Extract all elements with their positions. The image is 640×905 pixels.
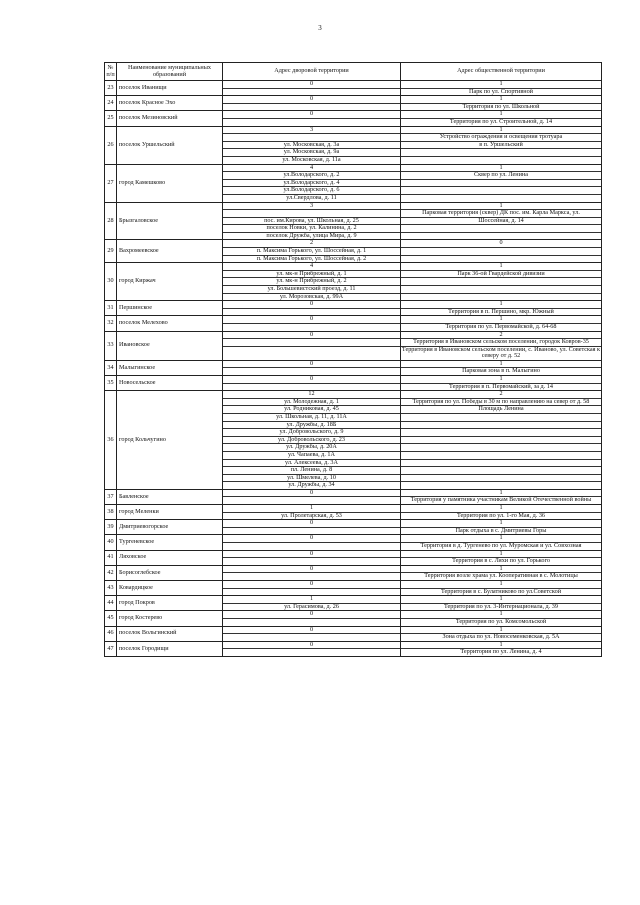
table-row xyxy=(105,565,602,580)
yard-address xyxy=(223,368,400,375)
row-number: 23 xyxy=(105,81,117,96)
header-num: № п/п xyxy=(105,63,117,81)
public-address xyxy=(401,180,601,188)
yard-address: пл. Ленина, д. 8 xyxy=(223,467,400,475)
public-address-cell xyxy=(401,331,602,360)
municipality-name: Ивановское xyxy=(117,331,223,360)
yard-address xyxy=(223,497,400,504)
public-address-cell xyxy=(401,360,602,375)
yard-address-cell xyxy=(223,240,401,263)
yard-address-cell xyxy=(223,626,401,641)
row-number: 41 xyxy=(105,550,117,565)
public-address-cell xyxy=(401,505,602,520)
public-count: 1 xyxy=(401,96,601,104)
yard-count: 0 xyxy=(223,376,400,384)
row-number: 26 xyxy=(105,126,117,164)
yard-address xyxy=(223,339,400,347)
municipality-name: город Костерево xyxy=(117,611,223,626)
public-count: 2 xyxy=(401,391,601,399)
public-address-cell xyxy=(401,126,602,164)
yard-address: ул. Добровольского, д. 9 xyxy=(223,429,400,437)
yard-count: 0 xyxy=(223,361,400,369)
public-address-cell xyxy=(401,96,602,111)
table-row xyxy=(105,81,602,96)
yard-count: 1 xyxy=(223,596,400,604)
yard-address xyxy=(223,134,400,142)
public-address xyxy=(401,187,601,195)
public-address: Территория по ул. Школьной xyxy=(462,103,540,110)
row-number: 28 xyxy=(105,202,117,240)
table-row xyxy=(105,626,602,641)
yard-count: 0 xyxy=(223,535,400,543)
yard-address xyxy=(223,119,400,126)
row-number: 39 xyxy=(105,520,117,535)
table-row xyxy=(105,331,602,360)
public-address xyxy=(401,429,601,437)
public-address-cell xyxy=(401,375,602,390)
row-number: 44 xyxy=(105,596,117,611)
yard-address: поселок Новки, ул. Калинина, д. 2 xyxy=(223,225,400,233)
row-number: 37 xyxy=(105,489,117,504)
yard-address xyxy=(223,309,400,316)
public-address-cell xyxy=(401,596,602,611)
municipality-name: Дмитриевогорское xyxy=(117,520,223,535)
public-count: 1 xyxy=(401,627,601,635)
row-number: 31 xyxy=(105,301,117,316)
public-address: Территория по ул. Первомайской, д. 64-68 xyxy=(445,324,557,330)
table-row xyxy=(105,316,602,331)
table-body xyxy=(105,81,602,657)
municipality-name: Першинское xyxy=(117,301,223,316)
yard-address: ул. Школьная, д. 11, д. 11А xyxy=(223,414,400,422)
row-number: 24 xyxy=(105,96,117,111)
public-count: 1 xyxy=(401,490,601,498)
table-row xyxy=(105,535,602,550)
row-number: 29 xyxy=(105,240,117,263)
yard-address: ул. Алексеева, д. 3А xyxy=(223,460,400,468)
row-number: 43 xyxy=(105,581,117,596)
public-address-cell xyxy=(401,611,602,626)
municipality-name: Новосельское xyxy=(117,375,223,390)
row-number: 30 xyxy=(105,263,117,301)
row-number: 25 xyxy=(105,111,117,126)
municipality-name: город Покров xyxy=(117,596,223,611)
municipality-name: Вахромеевское xyxy=(117,240,223,263)
yard-count: 4 xyxy=(223,263,400,271)
yard-address: ул. Пролетарская, д. 53 xyxy=(281,512,342,519)
public-address-cell xyxy=(401,550,602,565)
public-address-cell xyxy=(401,111,602,126)
yard-address xyxy=(223,104,400,111)
yard-address: поселок Дружба, улица Мира, д. 9 xyxy=(266,232,357,239)
municipality-name: город Камешково xyxy=(117,164,223,202)
yard-count: 3 xyxy=(223,203,400,211)
public-address-cell xyxy=(401,301,602,316)
table-row xyxy=(105,126,602,164)
public-count: 1 xyxy=(401,551,601,559)
table-row xyxy=(105,550,602,565)
row-number: 42 xyxy=(105,565,117,580)
public-address: Территория по ул. Строительной, д. 14 xyxy=(449,118,553,125)
public-count: 1 xyxy=(401,505,601,513)
yard-address-cell xyxy=(223,96,401,111)
municipality-name: поселок Вольгинский xyxy=(117,626,223,641)
municipality-name: Малыгинское xyxy=(117,360,223,375)
municipality-name: поселок Уршельский xyxy=(117,126,223,164)
municipality-name: город Кольчугино xyxy=(117,391,223,490)
table-row xyxy=(105,611,602,626)
table-row xyxy=(105,202,602,240)
public-address: Территория в п. Первомайский, за д. 14 xyxy=(449,383,553,390)
row-number: 33 xyxy=(105,331,117,360)
municipality-name: поселок Мезиновский xyxy=(117,111,223,126)
public-address: Территория в с. Булатниково по ул.Советской xyxy=(440,588,562,595)
public-address-cell xyxy=(401,520,602,535)
yard-count: 3 xyxy=(223,127,400,135)
yard-address xyxy=(223,89,400,96)
yard-address: п. Максима Горького, ул. Шоссейная, д. 2 xyxy=(256,255,367,262)
yard-address: ул. Большевистский проезд, д. 11 xyxy=(223,286,400,294)
public-address: в п. Уршельский xyxy=(401,142,601,150)
yard-address-cell xyxy=(223,565,401,580)
yard-address-cell xyxy=(223,331,401,360)
public-count: 1 xyxy=(401,127,601,135)
public-address: Территория у памятника участникам Великой Отечественной войны xyxy=(410,497,592,504)
row-number: 38 xyxy=(105,505,117,520)
public-address xyxy=(401,248,601,256)
public-address xyxy=(401,414,601,422)
row-number: 32 xyxy=(105,316,117,331)
yard-address: п. Максима Горького, ул. Шоссейная, д. 1 xyxy=(223,248,400,256)
public-address-cell xyxy=(401,202,602,240)
public-address xyxy=(401,444,601,452)
yard-count: 0 xyxy=(223,627,400,635)
public-count: 2 xyxy=(401,332,601,340)
yard-address-cell xyxy=(223,581,401,596)
yard-address xyxy=(223,573,400,580)
yard-address xyxy=(223,619,400,626)
yard-address: ул. Дружбы, д. 18Б xyxy=(223,422,400,430)
header-name: Наименование муниципальных образований xyxy=(117,63,223,81)
table-row xyxy=(105,301,602,316)
public-address xyxy=(401,467,601,475)
yard-address: ул. Московская, д. 9а xyxy=(223,149,400,157)
yard-address: ул. Добровольского, д. 23 xyxy=(223,437,400,445)
row-number: 27 xyxy=(105,164,117,202)
public-address xyxy=(401,225,601,233)
yard-count: 0 xyxy=(223,96,400,104)
row-number: 46 xyxy=(105,626,117,641)
yard-address: ул. Московская, д. 11а xyxy=(282,156,341,163)
yard-count: 0 xyxy=(223,581,400,589)
row-number: 34 xyxy=(105,360,117,375)
yard-address-cell xyxy=(223,641,401,656)
row-number: 45 xyxy=(105,611,117,626)
public-count: 1 xyxy=(401,376,601,384)
public-address: Территория в Ивановском сельском поселении, городок Ковров-35 xyxy=(401,339,601,347)
yard-address xyxy=(223,649,400,656)
yard-address-cell xyxy=(223,301,401,316)
table-row xyxy=(105,520,602,535)
public-address xyxy=(401,286,601,294)
yard-address: ул. мк-н Прибрежный, д. 2 xyxy=(223,278,400,286)
yard-address: ул. Дружбы, д. 20А xyxy=(223,444,400,452)
public-address: Территория по ул. Победы в 30 м по направлению на север от д. 58 xyxy=(401,399,601,407)
yard-address: ул.Володарского, д. 4 xyxy=(223,180,400,188)
public-address: Шоссейная, д. 14 xyxy=(401,218,601,226)
yard-address-cell xyxy=(223,550,401,565)
public-count: 1 xyxy=(401,596,601,604)
public-address xyxy=(401,195,601,202)
table-row xyxy=(105,489,602,504)
page-number: 3 xyxy=(318,24,322,32)
yard-count: 12 xyxy=(223,391,400,399)
yard-count: 4 xyxy=(223,165,400,173)
public-address-cell xyxy=(401,240,602,263)
yard-address: ул. Морозовская, д. 99А xyxy=(279,293,344,300)
public-count: 1 xyxy=(401,361,601,369)
municipality-name: поселок Городищи xyxy=(117,641,223,656)
public-address-cell xyxy=(401,316,602,331)
yard-count: 0 xyxy=(223,642,400,650)
header-yard: Адрес дворовой территории xyxy=(223,63,401,81)
public-address: Сквер по ул. Ленина xyxy=(401,172,601,180)
yard-address-cell xyxy=(223,505,401,520)
public-address xyxy=(401,422,601,430)
public-count: 1 xyxy=(401,520,601,528)
public-address: Территория в с. Ляхи по ул. Горького xyxy=(452,558,550,565)
yard-address: ул. Московская, д. 3а xyxy=(223,142,400,150)
row-number: 36 xyxy=(105,391,117,490)
yard-address xyxy=(223,210,400,218)
public-count: 1 xyxy=(401,535,601,543)
public-address: Парк отдыха в с. Дмитриевы Горы xyxy=(455,527,547,534)
yard-address-cell xyxy=(223,111,401,126)
public-address xyxy=(401,452,601,460)
table-row xyxy=(105,164,602,202)
municipality-name: поселок Иванищи xyxy=(117,81,223,96)
yard-address-cell xyxy=(223,81,401,96)
municipality-name: Ковардицкое xyxy=(117,581,223,596)
yard-address-cell xyxy=(223,164,401,202)
public-address: Территория по ул. 3-Интернационала, д. 39 xyxy=(444,603,558,610)
yard-address xyxy=(223,324,400,331)
table-header-row xyxy=(105,63,602,81)
yard-address: ул. Герасимова, д. 26 xyxy=(284,603,339,610)
public-count: 1 xyxy=(401,301,601,309)
public-address xyxy=(401,149,601,157)
table-row xyxy=(105,96,602,111)
yard-address: ул. Шмелева, д. 10 xyxy=(223,475,400,483)
yard-address-cell xyxy=(223,489,401,504)
yard-address-cell xyxy=(223,316,401,331)
yard-address-cell xyxy=(223,126,401,164)
yard-address-cell xyxy=(223,596,401,611)
yard-count: 0 xyxy=(223,611,400,619)
yard-address-cell xyxy=(223,611,401,626)
yard-address: ул. Чапаева, д. 1А xyxy=(223,452,400,460)
yard-address: ул. Дружбы, д. 34 xyxy=(288,482,335,489)
public-address xyxy=(401,294,601,301)
table-row xyxy=(105,240,602,263)
public-address-cell xyxy=(401,565,602,580)
table-row xyxy=(105,360,602,375)
table-row xyxy=(105,596,602,611)
yard-count: 0 xyxy=(223,316,400,324)
public-address: Территория по ул. Комсомольской xyxy=(455,618,547,625)
municipality-name: город Киржач xyxy=(117,263,223,301)
yard-address xyxy=(223,347,400,354)
public-address xyxy=(401,482,601,489)
public-address: Территория в Ивановском сельском поселении, с. Иваново, ул. Советская к северу от д. 52 xyxy=(401,346,601,360)
public-address-cell xyxy=(401,641,602,656)
public-count: 1 xyxy=(401,263,601,271)
yard-address-cell xyxy=(223,202,401,240)
municipality-name: Ляховское xyxy=(117,550,223,565)
public-address xyxy=(401,256,601,263)
public-address: Парковая зона в п. Малыгино xyxy=(462,368,540,375)
header-public: Адрес общественной территории xyxy=(401,63,602,81)
public-address xyxy=(401,278,601,286)
public-address: Территория по ул. Ленина, д. 4 xyxy=(460,649,542,656)
public-address xyxy=(401,475,601,483)
public-address: Парк 36-ой Гвардейской дивизии xyxy=(401,271,601,279)
public-address xyxy=(401,460,601,468)
yard-address-cell xyxy=(223,520,401,535)
yard-address-cell xyxy=(223,263,401,301)
public-address: Парковая территория (сквер) ДК пос. им. Карла Маркса, ул. xyxy=(401,210,601,218)
public-address xyxy=(401,437,601,445)
yard-address xyxy=(223,528,400,535)
yard-count: 0 xyxy=(223,301,400,309)
public-address-cell xyxy=(401,581,602,596)
yard-count: 2 xyxy=(223,240,400,248)
table-row xyxy=(105,581,602,596)
public-address-cell xyxy=(401,489,602,504)
yard-address-cell xyxy=(223,535,401,550)
public-address-cell xyxy=(401,391,602,490)
public-address: Территория в д. Тургенево по ул. Муромская и ул. Совхозная xyxy=(420,543,582,550)
public-address-cell xyxy=(401,164,602,202)
municipality-name: Бавленское xyxy=(117,489,223,504)
yard-address: ул. мк-н Прибрежный, д. 1 xyxy=(223,271,400,279)
public-address-cell xyxy=(401,535,602,550)
public-address: Парк по ул. Спортивной xyxy=(468,88,533,95)
public-count: 1 xyxy=(401,165,601,173)
public-count: 1 xyxy=(401,566,601,574)
public-count: 1 xyxy=(401,316,601,324)
yard-address: пос. им.Кирова, ул. Школьная, д. 25 xyxy=(223,218,400,226)
public-count: 1 xyxy=(401,81,601,89)
yard-address xyxy=(223,589,400,596)
public-count: 1 xyxy=(401,111,601,119)
public-address xyxy=(401,157,601,164)
public-address-cell xyxy=(401,81,602,96)
table-row xyxy=(105,111,602,126)
yard-address: ул.Володарского, д. 2 xyxy=(223,172,400,180)
public-address: Зона отдыха по ул. Новосеменковская, д. 5А xyxy=(442,634,560,641)
table-row xyxy=(105,375,602,390)
yard-address xyxy=(223,634,400,641)
yard-count: 0 xyxy=(223,551,400,559)
yard-address: ул. Родниковая, д. 45 xyxy=(223,406,400,414)
municipality-name: поселок Красное Эхо xyxy=(117,96,223,111)
municipality-name: поселок Мелехово xyxy=(117,316,223,331)
yard-count: 0 xyxy=(223,111,400,119)
yard-count: 1 xyxy=(223,505,400,513)
yard-count: 0 xyxy=(223,566,400,574)
yard-address xyxy=(223,543,400,550)
yard-count: 0 xyxy=(223,81,400,89)
yard-address: ул.Свердлова, д. 11 xyxy=(286,194,337,201)
yard-count: 0 xyxy=(223,520,400,528)
table-row xyxy=(105,391,602,490)
yard-count: 0 xyxy=(223,332,400,340)
public-address: Территория в п. Першино, мкр. Южный xyxy=(448,308,554,315)
yard-address-cell xyxy=(223,360,401,375)
municipality-name: Брызгаловское xyxy=(117,202,223,240)
municipality-name: Тургеневское xyxy=(117,535,223,550)
yard-address: ул.Володарского, д. 6 xyxy=(223,187,400,195)
territories-table xyxy=(104,62,602,657)
yard-address-cell xyxy=(223,391,401,490)
municipality-name: Борисоглебское xyxy=(117,565,223,580)
yard-address xyxy=(223,384,400,391)
yard-address: ул. Молодежная, д. 1 xyxy=(223,399,400,407)
public-address xyxy=(401,233,601,240)
public-count: 1 xyxy=(401,611,601,619)
public-address: Площадь Ленина xyxy=(401,406,601,414)
table-row xyxy=(105,641,602,656)
table-row xyxy=(105,505,602,520)
public-address-cell xyxy=(401,626,602,641)
public-count: 1 xyxy=(401,581,601,589)
public-address-cell xyxy=(401,263,602,301)
yard-address-cell xyxy=(223,375,401,390)
public-address: Территория возле храма ул. Кооперативная в с. Молотицы xyxy=(424,573,578,580)
public-count: 1 xyxy=(401,642,601,650)
public-address: Устройство ограждения и освещения тротуара xyxy=(401,134,601,142)
yard-count: 0 xyxy=(223,490,400,498)
public-count: 0 xyxy=(401,240,601,248)
table-row xyxy=(105,263,602,301)
yard-address xyxy=(223,558,400,565)
row-number: 40 xyxy=(105,535,117,550)
municipality-name: город Меленки xyxy=(117,505,223,520)
public-count: 1 xyxy=(401,203,601,211)
public-address: Территория по ул. 1-го Мая, д. 36 xyxy=(456,512,546,519)
row-number: 35 xyxy=(105,375,117,390)
row-number: 47 xyxy=(105,641,117,656)
